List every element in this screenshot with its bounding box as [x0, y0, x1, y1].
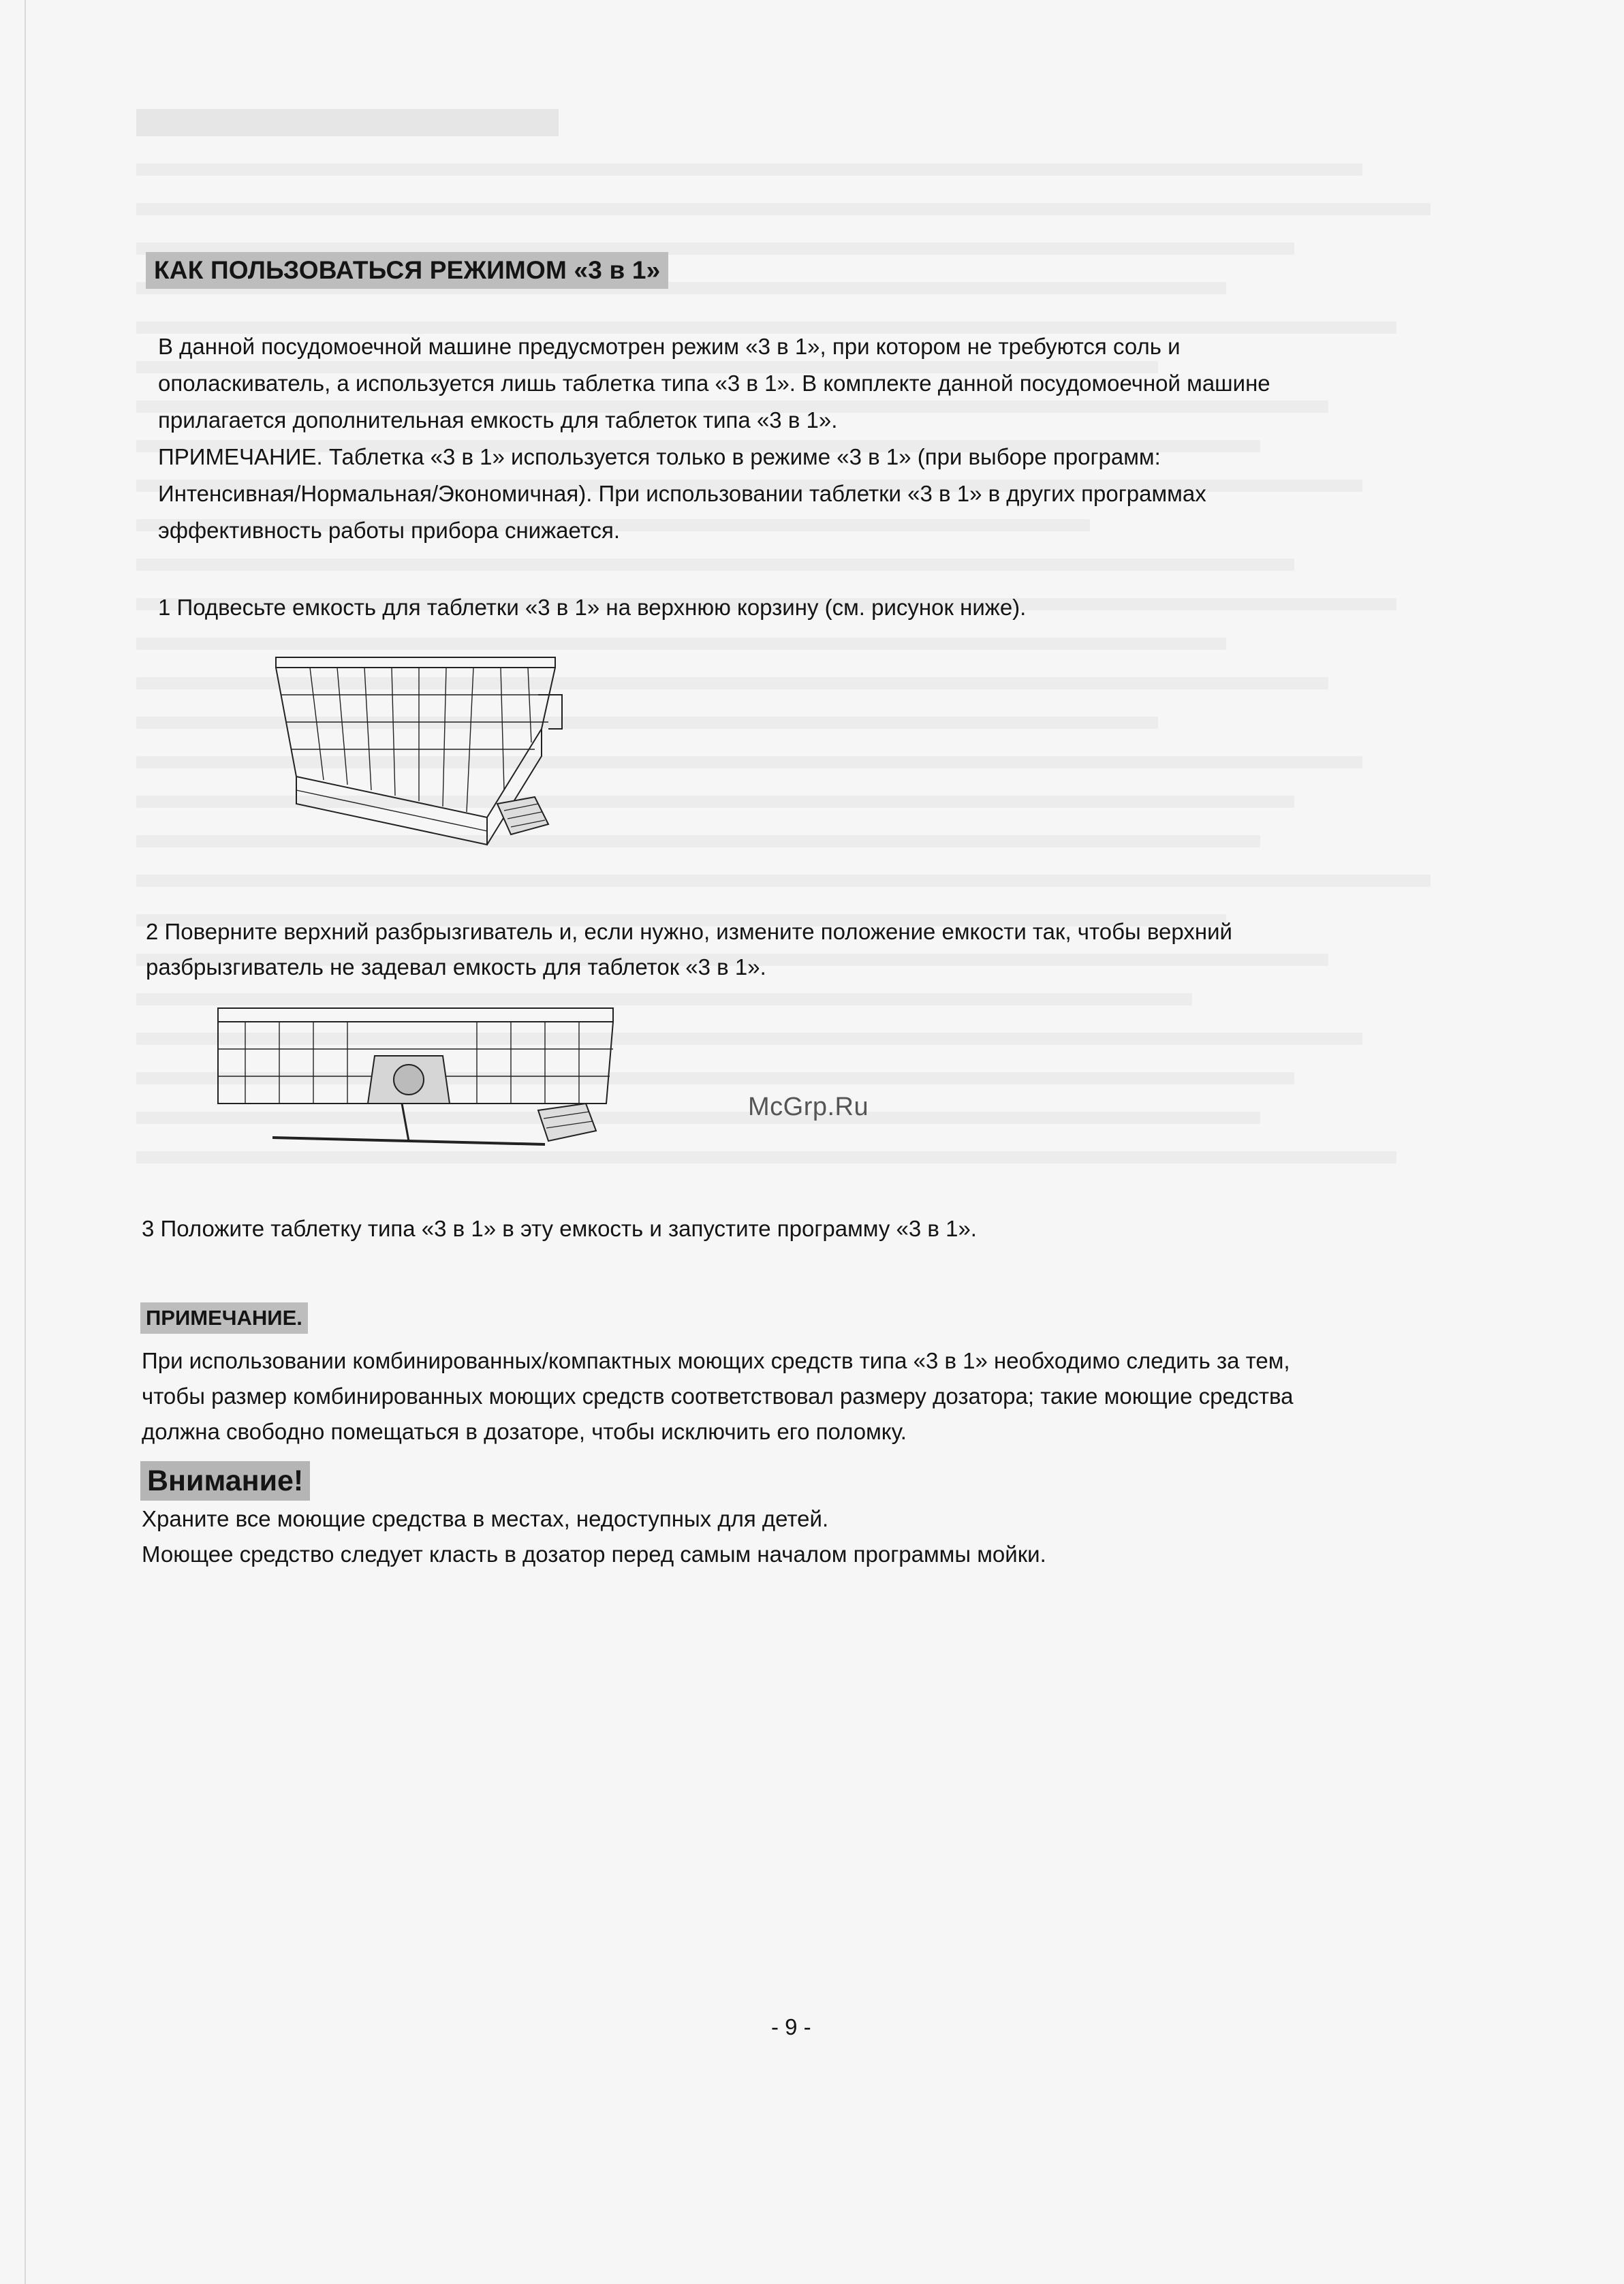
note-label: ПРИМЕЧАНИЕ. [140, 1302, 308, 1334]
intro-note-line: Интенсивная/Нормальная/Экономичная). При использовании таблетки «3 в 1» в других программах [158, 481, 1206, 506]
intro-text [158, 328, 1452, 549]
warning-label: Внимание! [140, 1461, 310, 1501]
basket-tablet-holder-figure [269, 640, 569, 851]
spray-arm-basket-figure [204, 1001, 620, 1178]
page-edge [25, 0, 26, 2284]
section-title: КАК ПОЛЬЗОВАТЬСЯ РЕЖИМОМ «3 в 1» [146, 252, 668, 289]
watermark: McGrp.Ru [748, 1093, 869, 1121]
step-2-text: 2 Поверните верхний разбрызгиватель и, если нужно, измените положение емкости так, чтобы верхний [146, 919, 1232, 944]
step-1 [158, 590, 1452, 625]
note-line: должна свободно помещаться в дозаторе, чтобы исключить его поломку. [142, 1419, 907, 1444]
step-3-text: 3 Положите таблетку типа «3 в 1» в эту емкость и запустите программу «3 в 1». [142, 1216, 977, 1241]
warning-line: Храните все моющие средства в местах, недоступных для детей. [142, 1506, 829, 1531]
warning-text [142, 1501, 1470, 1572]
note-line: При использовании комбинированных/компактных моющих средств типа «3 в 1» необходимо следить за тем, [142, 1348, 1290, 1373]
page-number: - 9 - [771, 2014, 811, 2039]
step-2-text: разбрызгиватель не задевал емкость для таблеток «3 в 1». [146, 954, 766, 980]
step-1-text: 1 Подвесьте емкость для таблетки «3 в 1» на верхнюю корзину (см. рисунок ниже). [158, 595, 1027, 620]
intro-line: прилагается дополнительная емкость для таблеток типа «3 в 1». [158, 407, 838, 433]
intro-line: ополаскиватель, а используется лишь таблетка типа «3 в 1». В комплекте данной посудомоечной машине [158, 371, 1270, 396]
step-2 [146, 914, 1440, 985]
intro-note-line: эффективность работы прибора снижается. [158, 518, 621, 543]
warning-line: Моющее средство следует класть в дозатор перед самым началом программы мойки. [142, 1542, 1046, 1567]
note-text [142, 1343, 1470, 1450]
note-line: чтобы размер комбинированных моющих средств соответствовал размеру дозатора; такие моющие средства [142, 1383, 1294, 1409]
intro-note-line: ПРИМЕЧАНИЕ. Таблетка «3 в 1» используется только в режиме «3 в 1» (при выборе программ: [158, 444, 1161, 469]
intro-line: В данной посудомоечной машине предусмотрен режим «3 в 1», при котором не требуются соль и [158, 334, 1181, 359]
step-3 [142, 1211, 1436, 1247]
